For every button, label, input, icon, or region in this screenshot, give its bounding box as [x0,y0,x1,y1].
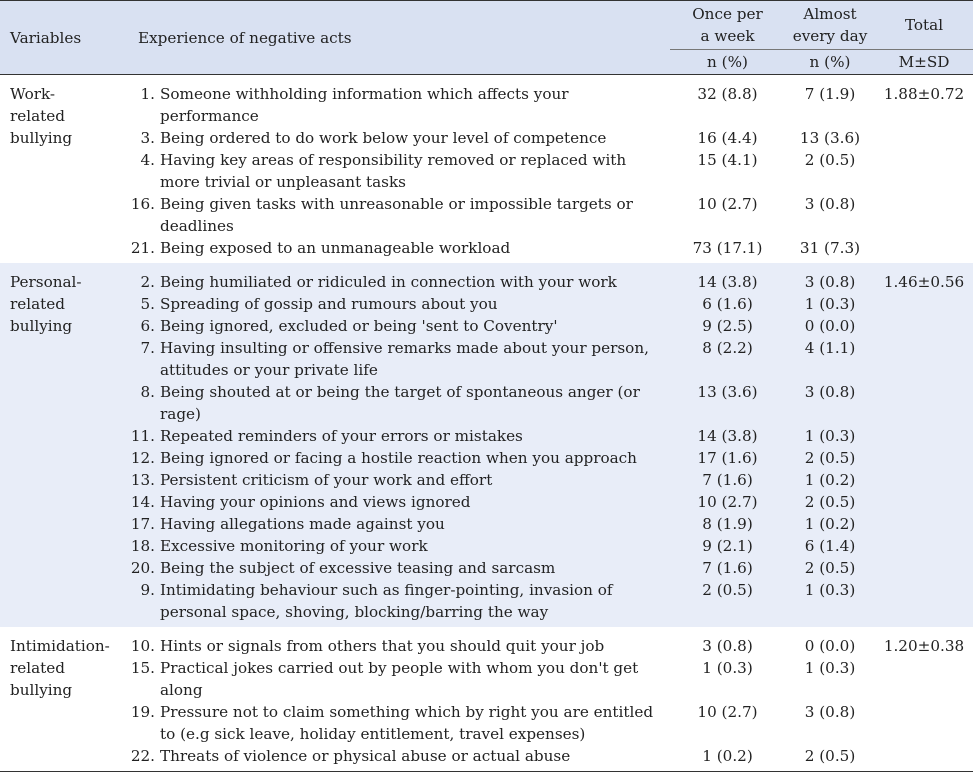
table-row [0,193,973,237]
almost-every-day-value: 2 (0.5) [804,449,856,467]
item-text: Hints or signals from others that you should quit your job [160,637,605,655]
table-row [0,535,973,557]
almost-every-day-value: 2 (0.5) [804,747,856,765]
almost-every-day-value: 31 (7.3) [799,239,861,257]
table-row [0,557,973,579]
almost-every-day-value: 1 (0.2) [804,471,856,489]
table-row [0,425,973,447]
table-row [0,701,973,745]
once-per-week-value: 32 (8.8) [697,85,758,103]
almost-every-day-value: 3 (0.8) [804,703,856,721]
table-row [0,469,973,491]
item-text: Being ordered to do work below your level of competence [160,129,607,147]
table-row [0,315,973,337]
almost-every-day-value: 3 (0.8) [804,273,856,291]
total-value: 1.88±0.72 [883,85,965,103]
item-number: 15. [130,659,155,677]
almost-every-day-value: 4 (1.1) [804,339,856,357]
item-text: Having allegations made against you [160,515,445,533]
item-number: 6. [140,317,155,335]
almost-every-day-value: 1 (0.2) [804,515,856,533]
table-row [0,491,973,513]
table-row [0,293,973,315]
table-row [0,337,973,381]
once-per-week-value: 1 (0.2) [702,747,753,765]
item-number: 9. [140,581,155,599]
item-number: 7. [140,339,155,357]
almost-every-day-value: 2 (0.5) [804,493,856,511]
almost-every-day-value: 13 (3.6) [799,129,861,147]
item-text: Excessive monitoring of your work [160,537,428,555]
group-intimidation-related [0,627,973,772]
table-row [0,627,973,657]
variable-label: Intimidation- related bullying [10,637,110,699]
once-per-week-value: 7 (1.6) [702,471,753,489]
almost-every-day-value: 3 (0.8) [804,383,856,401]
once-per-week-value: 73 (17.1) [692,239,763,257]
almost-every-day-value: 6 (1.4) [804,537,856,555]
item-text: Being shouted at or being the target of spontaneous anger (or rage) [160,383,640,423]
table-row [0,263,973,293]
item-number: 14. [130,493,155,511]
almost-every-day-value: 2 (0.5) [804,559,856,577]
once-per-week-value: 10 (2.7) [697,493,758,511]
table-row [0,579,973,627]
item-number: 17. [130,515,155,533]
almost-every-day-value: 0 (0.0) [804,637,856,655]
item-number: 13. [130,471,155,489]
table-header [0,1,973,75]
item-number: 18. [130,537,155,555]
once-per-week-value: 9 (2.1) [702,537,753,555]
table-row [0,657,973,701]
table-row [0,447,973,469]
table-row [0,127,973,149]
almost-every-day-value: 3 (0.8) [804,195,856,213]
item-text: Someone withholding information which affects your performance [160,85,569,125]
table-row [0,513,973,535]
once-per-week-value: 10 (2.7) [697,703,758,721]
item-text: Repeated reminders of your errors or mistakes [160,427,523,445]
almost-every-day-value: 2 (0.5) [804,151,856,169]
item-text: Intimidating behaviour such as finger-pointing, invasion of personal space, shoving, blocking/barring the way [160,581,613,621]
table-row [0,75,973,128]
item-text: Being ignored, excluded or being 'sent to Coventry' [160,317,558,335]
almost-every-day-value: 1 (0.3) [804,427,856,445]
once-per-week-value: 3 (0.8) [702,637,753,655]
header-total-unit: M±SD [898,53,950,71]
item-text: Pressure not to claim something which by right you are entitled to (e.g sick leave, holiday entitlement, travel expenses) [160,703,654,743]
almost-every-day-value: 1 (0.3) [804,295,856,313]
item-number: 16. [130,195,155,213]
once-per-week-value: 16 (4.4) [697,129,758,147]
header-variables: Variables [10,28,82,47]
total-value: 1.20±0.38 [883,637,965,655]
group-work-related [0,75,973,264]
item-text: Having insulting or offensive remarks made about your person, attitudes or your private life [160,339,649,379]
once-per-week-value: 10 (2.7) [697,195,758,213]
header-once-unit: n (%) [707,53,748,71]
item-number: 21. [130,239,155,257]
once-per-week-value: 8 (2.2) [702,339,753,357]
variable-label: Work- related bullying [10,85,73,147]
item-number: 22. [130,747,155,765]
item-number: 11. [130,427,155,445]
once-per-week-value: 9 (2.5) [702,317,753,335]
header-experience: Experience of negative acts [138,28,352,47]
once-per-week-value: 14 (3.8) [697,427,758,445]
item-number: 10. [130,637,155,655]
once-per-week-value: 1 (0.3) [702,659,753,677]
item-number: 4. [140,151,155,169]
table-row [0,149,973,193]
header-daily-unit: n (%) [809,53,851,71]
once-per-week-value: 14 (3.8) [697,273,758,291]
once-per-week-value: 17 (1.6) [697,449,758,467]
table-row [0,237,973,263]
almost-every-day-value: 1 (0.3) [804,659,856,677]
header-almost-every-day: Almost every day [785,1,875,50]
item-text: Threats of violence or physical abuse or actual abuse [160,747,571,765]
item-text: Being given tasks with unreasonable or impossible targets or deadlines [160,195,633,235]
item-text: Being ignored or facing a hostile reaction when you approach [160,449,637,467]
table-row [0,381,973,425]
once-per-week-value: 6 (1.6) [702,295,753,313]
item-text: Spreading of gossip and rumours about you [160,295,498,313]
item-number: 20. [130,559,155,577]
item-number: 5. [140,295,155,313]
once-per-week-value: 13 (3.6) [697,383,758,401]
item-number: 12. [130,449,155,467]
item-number: 19. [130,703,155,721]
item-number: 8. [140,383,155,401]
once-per-week-value: 2 (0.5) [702,581,753,599]
item-text: Persistent criticism of your work and effort [160,471,493,489]
header-once-per-week: Once per a week [670,1,785,50]
almost-every-day-value: 1 (0.3) [804,581,856,599]
almost-every-day-value: 7 (1.9) [804,85,856,103]
table-row [0,745,973,772]
item-text: Being exposed to an unmanageable workload [160,239,511,257]
header-total: Total [875,1,973,50]
item-text: Having key areas of responsibility removed or replaced with more trivial or unpleasant tasks [160,151,627,191]
item-number: 1. [140,85,155,103]
item-text: Practical jokes carried out by people with whom you don't get along [160,659,639,699]
once-per-week-value: 15 (4.1) [697,151,758,169]
total-value: 1.46±0.56 [883,273,965,291]
once-per-week-value: 8 (1.9) [702,515,753,533]
item-text: Being the subject of excessive teasing and sarcasm [160,559,556,577]
group-personal-related [0,263,973,627]
almost-every-day-value: 0 (0.0) [804,317,856,335]
item-text: Being humiliated or ridiculed in connection with your work [160,273,617,291]
item-text: Having your opinions and views ignored [160,493,471,511]
item-number: 3. [140,129,155,147]
once-per-week-value: 7 (1.6) [702,559,753,577]
item-number: 2. [140,273,155,291]
variable-label: Personal- related bullying [10,273,82,335]
